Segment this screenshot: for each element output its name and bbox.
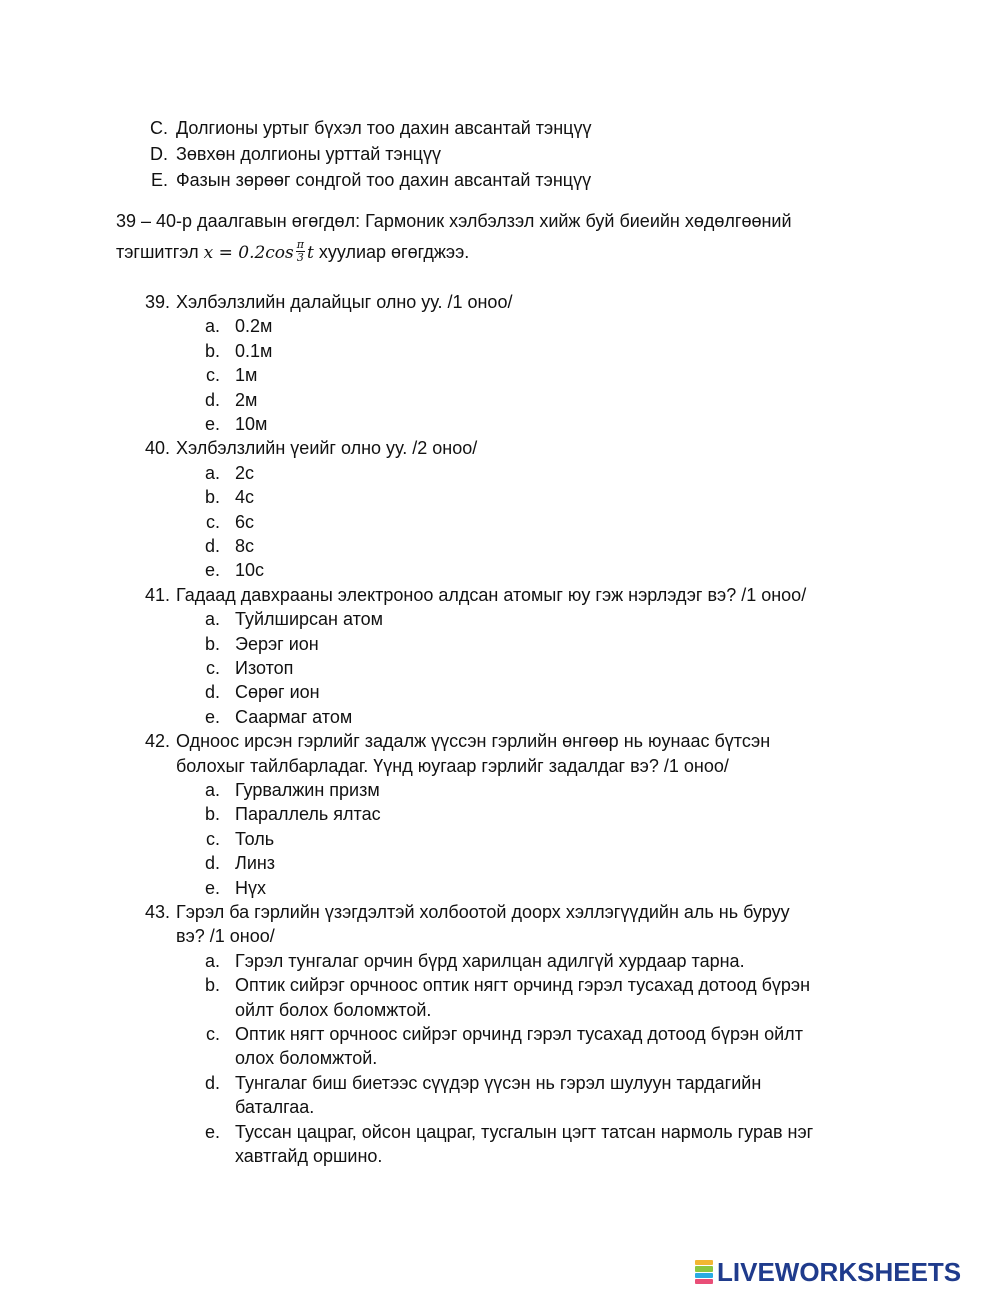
option-mark: c.: [205, 365, 220, 386]
option-text: ойлт болох боломжтой.: [235, 999, 432, 1020]
option-mark: a.: [204, 780, 220, 800]
option-text: Оптик нягт орчноос сийрэг орчинд гэрэл тусахад дотоод бүрэн ойлт: [235, 1024, 803, 1044]
question-number: 40.: [144, 438, 170, 459]
option-mark: c.: [205, 1024, 220, 1044]
option-mark: e.: [204, 560, 220, 581]
option-mark: E.: [150, 170, 168, 190]
option-text: Параллель ялтас: [235, 804, 381, 825]
option-mark: d.: [204, 682, 220, 703]
option-text: Сөрөг ион: [235, 682, 320, 703]
option-text: Толь: [235, 828, 275, 849]
option-text: Гурвалжин призм: [235, 780, 380, 800]
equation-variable: t: [307, 243, 314, 263]
fraction-numerator: π: [296, 237, 304, 251]
option-mark: a.: [204, 462, 220, 483]
option-text: 2с: [235, 462, 255, 483]
option-mark: b.: [204, 633, 220, 654]
option-text: Нүх: [235, 877, 266, 898]
option-text: Фазын зөрөөг сондгой тоо дахин авсантай тэнцүү: [176, 170, 592, 190]
question-text: Гэрэл ба гэрлийн үзэгдэлтэй холбоотой доорх хэллэгүүдийн аль нь буруу: [176, 902, 790, 922]
liveworksheets-logo: [695, 1258, 961, 1286]
fraction-denominator: 3: [296, 250, 304, 264]
equation-lhs: x = 0.2cos: [203, 243, 294, 263]
option-text: Туссан цацраг, ойсон цацраг, тусгалын цэгт татсан нармоль гурав нэг: [235, 1121, 814, 1142]
intro-prefix: тэгшитгэл: [116, 242, 199, 262]
option-text: Линз: [235, 853, 276, 874]
option-mark: b.: [204, 487, 220, 508]
option-text: Оптик сийрэг орчноос оптик нягт орчинд гэрэл тусахад дотоод бүрэн: [235, 975, 811, 996]
option-text: Туйлширсан атом: [235, 609, 384, 630]
option-text: Саармаг атом: [235, 706, 353, 727]
option-mark: b.: [204, 804, 220, 825]
logo-blocks-icon: [695, 1260, 713, 1284]
question-text: Гадаад давхрааны электроноо алдсан атомыг юу гэж нэрлэдэг вэ? /1 оноо/: [176, 584, 807, 605]
option-text: 2м: [235, 389, 258, 410]
question-number: 41.: [144, 584, 170, 605]
option-mark: c.: [205, 658, 220, 678]
logo-text: LIVEWORKSHEETS: [717, 1256, 962, 1287]
option-mark: c.: [205, 511, 220, 532]
option-mark: b.: [204, 975, 220, 996]
question-text: Одноос ирсэн гэрлийг задалж үүссэн гэрлийн өнгөөр нь юунаас бүтсэн: [176, 731, 771, 752]
question-number: 42.: [144, 731, 170, 752]
question-number: 39.: [144, 292, 170, 312]
option-text: 6с: [235, 511, 255, 532]
option-text: 10с: [235, 560, 265, 581]
option-text: 10м: [235, 414, 268, 434]
intro-line-1: 39 – 40-р даалгавын өгөгдөл: Гармоник хэлбэлзэл хийж буй биеийн хөдөлгөөний: [116, 211, 792, 231]
option-mark: a.: [204, 950, 220, 971]
option-text: Гэрэл тунгалаг орчин бүрд харилцан адилгүй хурдаар тарна.: [235, 950, 745, 971]
option-mark: d.: [204, 389, 220, 410]
option-text: Тунгалаг биш биетээс сүүдэр үүсэн нь гэрэл шулуун тардагийн: [235, 1072, 762, 1093]
option-mark: d.: [204, 1072, 220, 1093]
option-text: 8с: [235, 536, 255, 556]
option-mark: e.: [204, 1121, 220, 1142]
question-text: Хэлбэлзлийн үеийг олно уу. /2 оноо/: [176, 438, 478, 459]
question-number: 43.: [144, 902, 170, 922]
option-mark: d.: [204, 536, 220, 556]
option-text: 1м: [235, 365, 258, 386]
option-text: хавтгайд оршино.: [235, 1146, 383, 1166]
option-text: Изотоп: [235, 658, 294, 678]
option-mark: a.: [204, 609, 220, 630]
question-text: вэ? /1 оноо/: [176, 926, 275, 947]
option-text: олох боломжтой.: [235, 1048, 378, 1069]
option-text: 0.2м: [235, 316, 273, 337]
option-text: Зөвхөн долгионы урттай тэнцүү: [176, 144, 441, 164]
option-mark: d.: [204, 853, 220, 874]
option-mark: b.: [204, 340, 220, 361]
option-mark: D.: [150, 144, 168, 164]
option-mark: e.: [204, 877, 220, 898]
option-mark: a.: [204, 316, 220, 337]
option-text: баталгаа.: [235, 1097, 315, 1118]
option-mark: e.: [204, 706, 220, 727]
option-text: 4с: [235, 487, 255, 508]
question-text: болохыг тайлбарладаг. Үүнд юугаар гэрлийг задалдаг вэ? /1 оноо/: [176, 755, 729, 776]
option-text: 0.1м: [235, 340, 273, 361]
option-mark: C.: [150, 118, 168, 138]
option-text: Эерэг ион: [235, 633, 319, 654]
intro-suffix: хуулиар өгөгджээ.: [318, 242, 470, 262]
option-text: Долгионы уртыг бүхэл тоо дахин авсантай тэнцүү: [176, 118, 592, 138]
intro-line-2: [116, 238, 469, 267]
option-mark: e.: [204, 414, 220, 434]
question-text: Хэлбэлзлийн далайцыг олно уу. /1 оноо/: [176, 292, 513, 312]
option-mark: c.: [205, 828, 220, 849]
equation-fraction: [296, 239, 305, 264]
